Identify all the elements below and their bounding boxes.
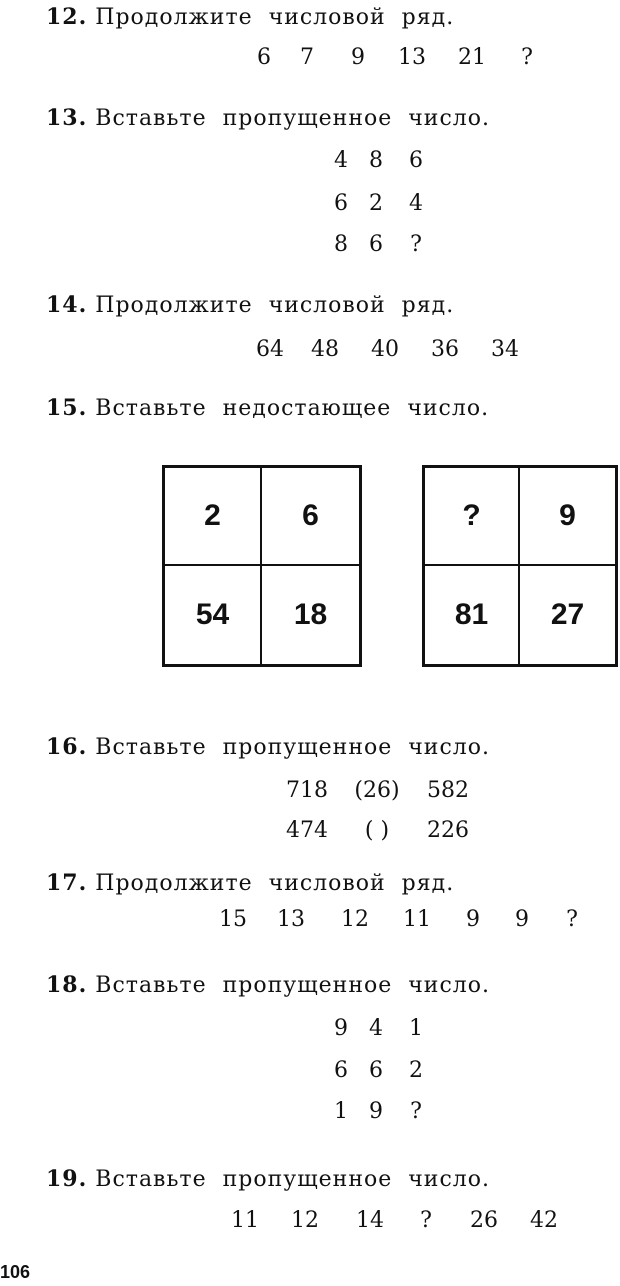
matrix-cell: 1 xyxy=(409,1016,423,1041)
question-number: 14. xyxy=(46,292,88,318)
grid-cell: ? xyxy=(425,468,520,566)
series-item: 48 xyxy=(311,337,339,362)
matrix-cell: 8 xyxy=(334,232,348,257)
series-item: 34 xyxy=(491,337,519,362)
series-item: 14 xyxy=(356,1208,384,1233)
number-series xyxy=(250,337,530,362)
matrix-cell: 582 xyxy=(427,778,469,803)
matrix-cell: ? xyxy=(410,1099,422,1124)
series-item: 11 xyxy=(403,907,431,932)
series-item: 11 xyxy=(231,1208,259,1233)
matrix-cell: 9 xyxy=(334,1016,348,1041)
number-matrix-row xyxy=(326,148,436,173)
number-series xyxy=(222,1208,567,1233)
matrix-cell: 4 xyxy=(334,148,348,173)
question-number: 15. xyxy=(46,395,88,421)
grid-cell: 9 xyxy=(520,468,615,566)
number-series xyxy=(212,907,594,932)
matrix-cell: 9 xyxy=(369,1099,383,1124)
question-text: Вставьте недостающее число. xyxy=(95,396,490,421)
series-item: ? xyxy=(566,907,578,932)
series-item: 13 xyxy=(277,907,305,932)
question-19-heading xyxy=(46,1166,490,1192)
matrix-cell: ( ) xyxy=(364,818,390,843)
matrix-cell: 1 xyxy=(334,1099,348,1124)
question-text: Вставьте пропущенное число. xyxy=(95,973,491,998)
series-item: ? xyxy=(521,45,533,70)
number-matrix-row xyxy=(326,1058,436,1083)
series-item: 36 xyxy=(431,337,459,362)
question-number: 16. xyxy=(46,734,88,760)
number-matrix-row xyxy=(282,778,474,803)
number-grid-left xyxy=(162,465,362,667)
matrix-cell: 6 xyxy=(334,1058,348,1083)
page-number: 106 xyxy=(0,1262,31,1282)
series-item: 42 xyxy=(530,1208,558,1233)
question-18-heading xyxy=(46,972,490,998)
question-number: 19. xyxy=(46,1166,88,1192)
question-text: Вставьте пропущенное число. xyxy=(95,106,491,131)
question-number: 18. xyxy=(46,972,88,998)
series-item: 6 xyxy=(257,45,271,70)
matrix-cell: 6 xyxy=(409,148,423,173)
grid-cell: 81 xyxy=(425,566,520,664)
matrix-cell: 2 xyxy=(409,1058,423,1083)
series-item: 40 xyxy=(371,337,399,362)
series-item: 21 xyxy=(458,45,486,70)
number-matrix-row xyxy=(326,1016,436,1041)
question-17-heading xyxy=(46,870,454,896)
question-13-heading xyxy=(46,105,490,131)
matrix-cell: 2 xyxy=(369,191,383,216)
grid-cell: 6 xyxy=(262,468,359,566)
matrix-cell: (26) xyxy=(354,778,400,803)
number-matrix-row xyxy=(326,232,436,257)
series-item: 26 xyxy=(470,1208,498,1233)
grid-cell: 18 xyxy=(293,598,328,631)
grid-cell: 54 xyxy=(165,566,262,664)
question-15-heading xyxy=(46,395,489,421)
number-series xyxy=(250,45,547,70)
series-item: ? xyxy=(420,1208,432,1233)
matrix-cell: 718 xyxy=(286,778,328,803)
question-16-heading xyxy=(46,734,490,760)
number-grid-right xyxy=(422,465,618,667)
question-14-heading xyxy=(46,292,454,318)
question-text: Продолжите числовой ряд. xyxy=(95,871,455,896)
number-matrix-row xyxy=(326,1099,436,1124)
matrix-cell: ? xyxy=(410,232,422,257)
series-item: 9 xyxy=(351,45,365,70)
question-number: 17. xyxy=(46,870,88,896)
grid-cell: 27 xyxy=(550,598,585,631)
matrix-cell: 6 xyxy=(369,1058,383,1083)
series-item: 15 xyxy=(219,907,247,932)
number-matrix-row xyxy=(282,818,474,843)
question-number: 13. xyxy=(46,105,88,131)
matrix-cell: 8 xyxy=(369,148,383,173)
series-item: 13 xyxy=(398,45,426,70)
matrix-cell: 6 xyxy=(369,232,383,257)
question-text: Вставьте пропущенное число. xyxy=(95,735,491,760)
question-text: Продолжите числовой ряд. xyxy=(95,293,455,318)
number-matrix-row xyxy=(326,191,436,216)
series-item: 64 xyxy=(256,337,284,362)
matrix-cell: 4 xyxy=(369,1016,383,1041)
series-item: 12 xyxy=(291,1208,319,1233)
series-item: 12 xyxy=(341,907,369,932)
question-text: Продолжите числовой ряд. xyxy=(95,5,455,30)
matrix-cell: 6 xyxy=(334,191,348,216)
series-item: 9 xyxy=(515,907,529,932)
question-text: Вставьте пропущенное число. xyxy=(95,1167,491,1192)
series-item: 9 xyxy=(466,907,480,932)
question-12-heading xyxy=(46,4,454,30)
matrix-cell: 4 xyxy=(409,191,423,216)
question-number: 12. xyxy=(46,4,88,30)
matrix-cell: 474 xyxy=(286,818,328,843)
grid-cell: 2 xyxy=(165,468,262,566)
series-item: 7 xyxy=(300,45,314,70)
matrix-cell: 226 xyxy=(427,818,469,843)
